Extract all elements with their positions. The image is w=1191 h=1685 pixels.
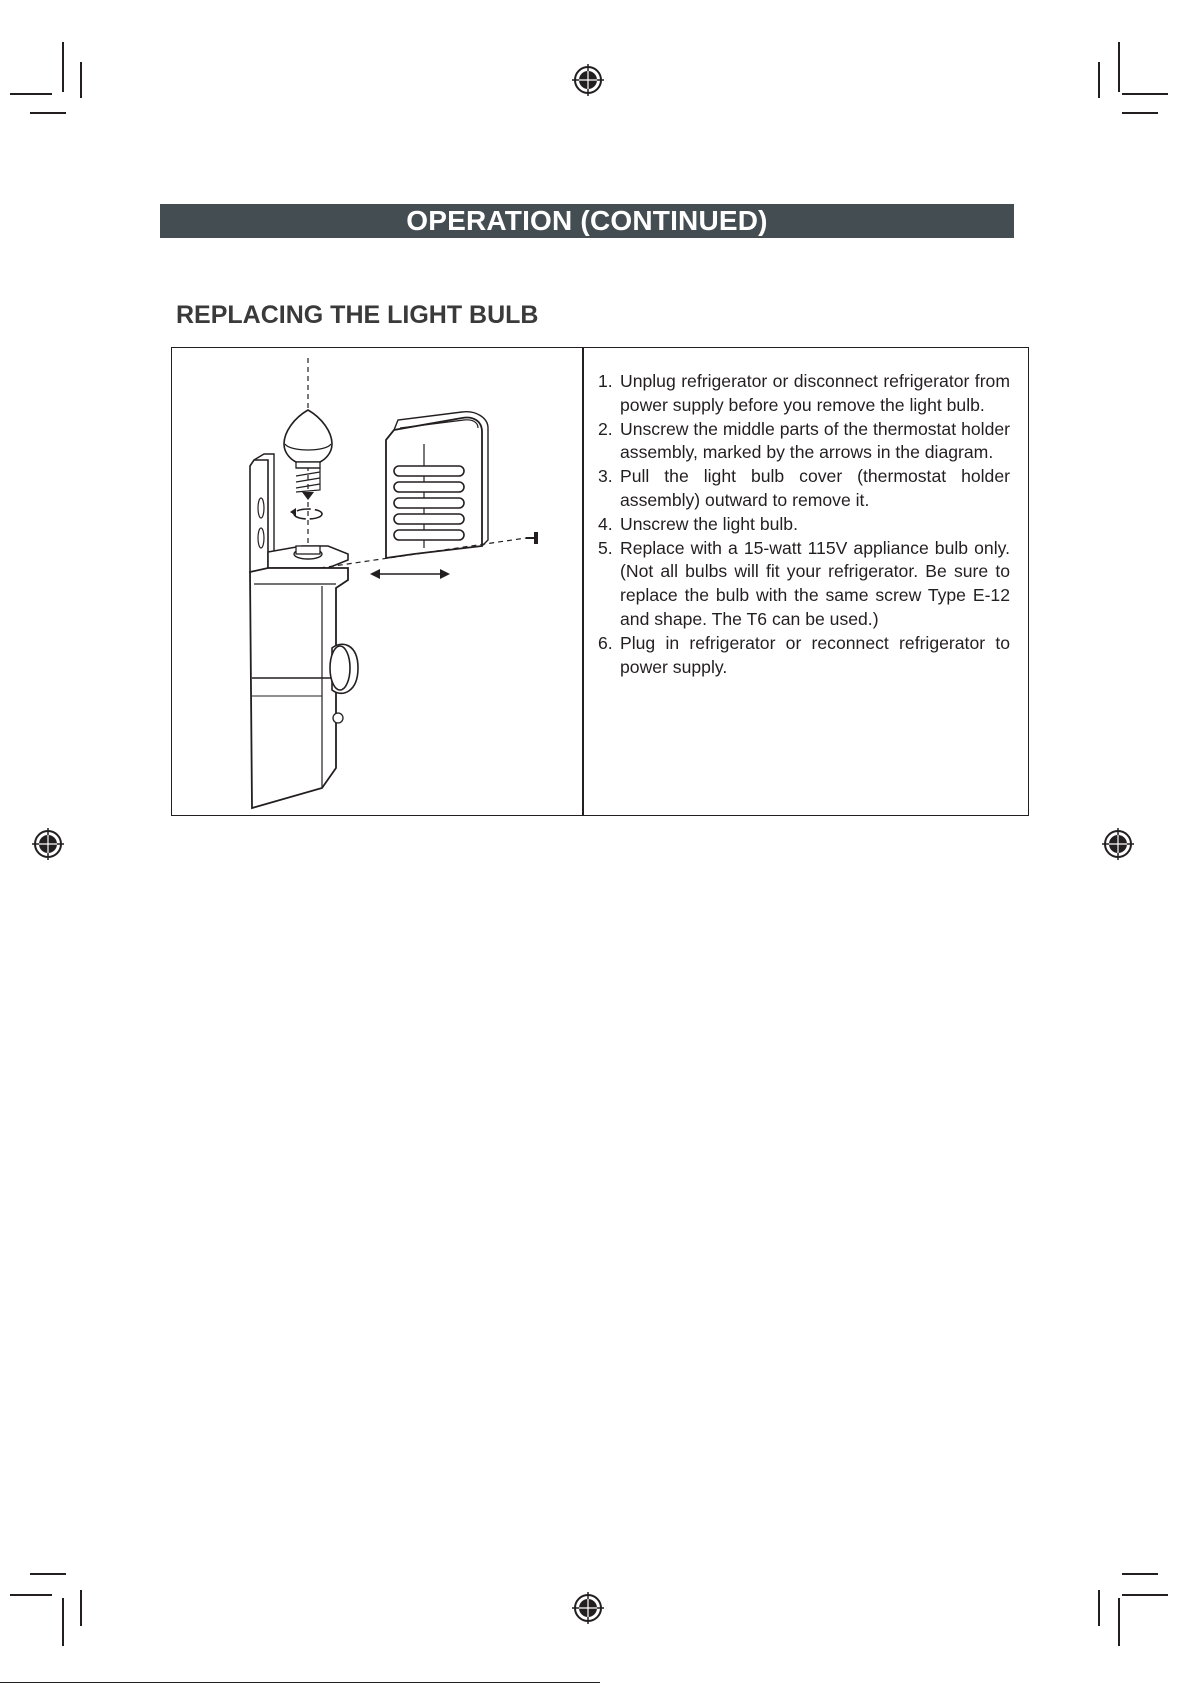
crop-mark	[80, 62, 82, 98]
page-header-bar	[160, 204, 1014, 238]
crop-mark	[30, 112, 66, 114]
rotation-arrow-icon	[290, 508, 322, 519]
crop-mark	[1118, 1598, 1120, 1646]
step-text: Unscrew the light bulb.	[620, 513, 798, 534]
crop-mark	[10, 93, 52, 95]
step-number: 6.	[598, 632, 613, 653]
step-number: 3.	[598, 466, 613, 487]
crop-mark	[62, 42, 64, 92]
step-number: 1.	[598, 371, 613, 391]
column-divider	[582, 348, 584, 815]
crop-mark	[1118, 42, 1120, 92]
bulb-cover-icon	[386, 412, 488, 558]
crop-mark	[1098, 1590, 1100, 1626]
crop-mark	[30, 1573, 66, 1575]
thermostat-holder-icon	[250, 546, 358, 808]
crop-mark	[1098, 62, 1100, 98]
crop-mark	[80, 1590, 82, 1626]
instruction-step	[598, 513, 1010, 537]
step-text: Pull the light bulb cover (thermostat holder assembly) outward to remove it.	[620, 466, 1010, 510]
double-arrow-icon	[370, 569, 450, 579]
instruction-panel	[171, 347, 1029, 816]
registration-mark-icon	[572, 64, 604, 96]
instruction-step	[598, 370, 1010, 418]
instruction-step	[598, 537, 1010, 632]
screw-icon	[526, 532, 538, 544]
instruction-list	[598, 370, 1010, 679]
crop-mark	[1122, 112, 1158, 114]
instruction-step	[598, 418, 1010, 466]
registration-mark-icon	[32, 828, 64, 860]
crop-mark	[1122, 1573, 1158, 1575]
step-text: Replace with a 15-watt 115V appliance bulb only. (Not all bulbs will fit your refrigerator. Be sure to replace the bulb with the same screw Type E-12 and shape. The T6 can be used.)	[620, 537, 1010, 629]
step-number: 2.	[598, 418, 613, 439]
trim-line	[0, 1682, 600, 1683]
crop-mark	[1122, 93, 1168, 95]
crop-mark	[10, 1594, 52, 1596]
bulb-replacement-diagram	[172, 348, 582, 814]
step-number: 5.	[598, 537, 613, 558]
instruction-step	[598, 465, 1010, 513]
step-text: Plug in refrigerator or reconnect refrigerator to power supply.	[620, 632, 1010, 677]
instruction-step	[598, 632, 1010, 680]
page-title: OPERATION (CONTINUED)	[406, 205, 768, 236]
crop-mark	[1122, 1594, 1168, 1596]
registration-mark-icon	[572, 1592, 604, 1624]
light-bulb-icon	[284, 410, 332, 500]
section-title: REPLACING THE LIGHT BULB	[176, 301, 539, 329]
registration-mark-icon	[1102, 828, 1134, 860]
crop-mark	[62, 1598, 64, 1646]
step-text: Unplug refrigerator or disconnect refrigerator from power supply before you remove the light bulb.	[620, 371, 1010, 415]
step-text: Unscrew the middle parts of the thermostat holder assembly, marked by the arrows in the diagram.	[620, 418, 1010, 463]
step-number: 4.	[598, 513, 613, 534]
